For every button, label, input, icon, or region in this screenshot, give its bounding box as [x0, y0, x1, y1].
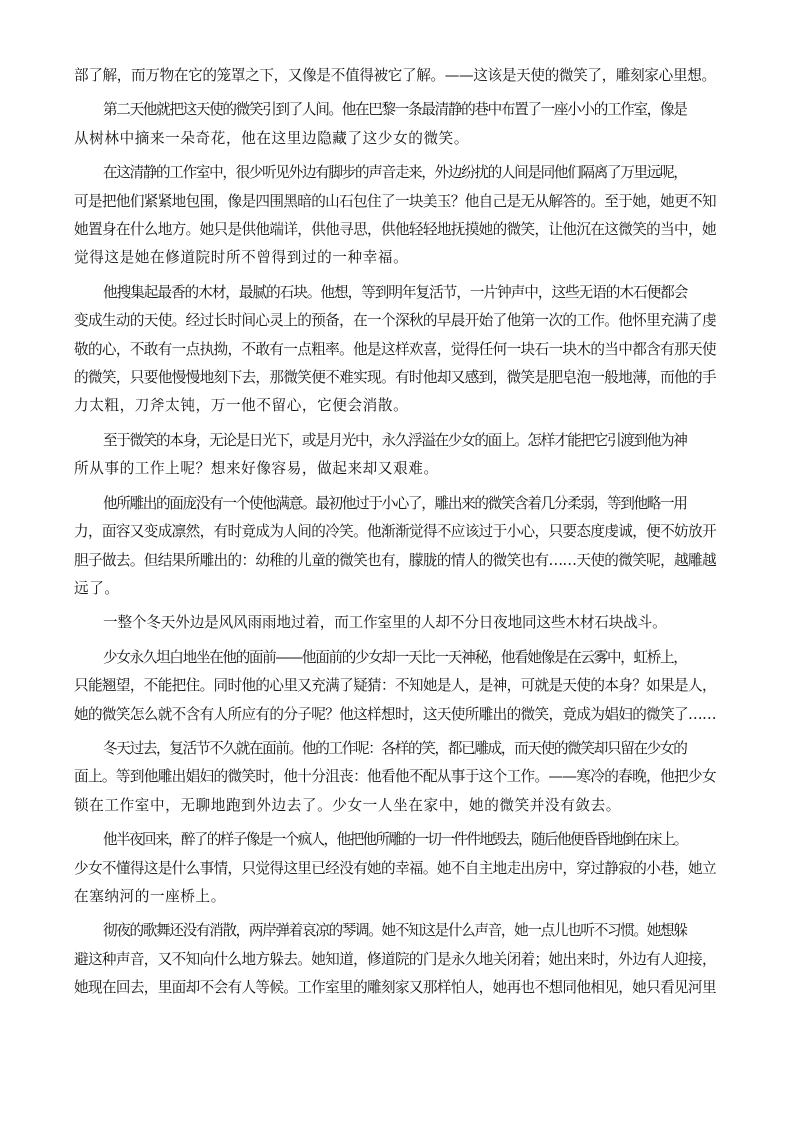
text-line: 远了。 [74, 579, 120, 597]
text-line: 她置身在什么地方。她只是供他端详，供他寻思，供他轻轻地抚摸她的微笑，让他沉在这微笑的当中，她 [74, 221, 716, 239]
paragraph [74, 490, 716, 604]
text-line: 少女不懂得这是什么事情，只觉得这里已经没有她的幸福。她不自主地走出房中，穿过静寂的小巷，她立 [74, 859, 716, 877]
text-line: 在塞纳河的一座桥上。 [74, 887, 226, 905]
text-line: 胆子做去。但结果所雕出的：幼稚的儿童的微笑也有，朦胧的情人的微笑也有……天使的微笑呢，越雕越 [74, 551, 716, 569]
text-line: 少女永久坦白地坐在他的面前——他面前的少女却一天比一天神秘，他看她像是在云雾中，虹桥上， [103, 648, 687, 666]
text-line: 锁在工作室中，无聊地跑到外边去了。少女一人坐在家中，她的微笑并没有敛去。 [74, 796, 621, 814]
text-line: 彻夜的歌舞还没有消散，两岸弹着哀凉的琴调。她不知这是什么声音，她一点儿也听不习惯。她想躲 [103, 922, 687, 940]
paragraph [74, 159, 716, 273]
paragraph [74, 609, 716, 637]
paragraph [74, 917, 716, 1002]
text-line: 力，面容又变成凛然，有时竟成为人间的冷笑。他渐渐觉得不应该过于小心，只要态度虔诚，便不妨放开 [74, 523, 716, 541]
text-line: 他半夜回来，醉了的样子像是一个疯人，他把他所雕的一切一件件地毁去，随后他便昏昏地倒在床上。 [103, 831, 687, 849]
text-line: 至于微笑的本身，无论是日光下，或是月光中，永久浮溢在少女的面上。怎样才能把它引渡到他为神 [103, 431, 687, 449]
paragraph [74, 735, 716, 820]
text-line: 敬的心，不敢有一点执拗，不敢有一点粗率。他是这样欢喜，觉得任何一块石一块木的当中都含有那天使 [74, 340, 716, 358]
paragraph [74, 62, 716, 90]
text-line: 所从事的工作上呢？想来好像容易，做起来却又艰难。 [74, 460, 439, 478]
paragraph [74, 644, 716, 729]
text-line: 她现在回去，里面却不会有人等候。工作室里的雕刻家又那样怕人，她再也不想同他相见，她只看见河里 [74, 979, 716, 997]
text-line: 力太粗，刀斧太钝，万一他不留心，它便会消散。 [74, 397, 409, 415]
text-line: 一整个冬天外边是风风雨雨地过着，而工作室里的人却不分日夜地同这些木材石块战斗。 [103, 614, 667, 632]
paragraph [74, 96, 716, 153]
text-line: 他搜集起最香的木材，最腻的石块。他想，等到明年复活节，一片钟声中，这些无语的木石便都会 [103, 283, 688, 301]
text-line: 他所雕出的面庞没有一个使他满意。最初他过于小心了，雕出来的微笑含着几分柔弱，等到他略一用 [103, 494, 687, 512]
paragraph [74, 427, 716, 484]
text-line: 的微笑，只要他慢慢地刻下去，那微笑便不难实现。有时他却又感到，微笑是肥皂泡一般地薄，而他的手 [74, 369, 716, 387]
text-line: 部了解，而万物在它的笼罩之下，又像是不值得被它了解。——这该是天使的微笑了，雕刻家心里想。 [74, 67, 716, 84]
paragraph [74, 826, 716, 911]
text-line: 从树林中摘来一朵奇花，他在这里边隐藏了这少女的微笑。 [74, 129, 470, 147]
text-line: 第二天他就把这天使的微笑引到了人间。他在巴黎一条最清静的巷中布置了一座小小的工作室，像是 [103, 101, 687, 119]
paragraph [74, 279, 716, 421]
text-line: 变成生动的天使。经过长时间心灵上的预备，在一个深秋的早晨开始了他第一次的工作。他怀里充满了虔 [74, 312, 716, 330]
text-line: 在这清静的工作室中，很少听见外边有脚步的声音走来，外边纷扰的人间是同他们隔离了万里远呢， [103, 164, 687, 182]
text-line: 避这种声音，又不知向什么地方躲去。她知道，修道院的门是永久地关闭着；她出来时，外边有人迎接， [74, 950, 716, 968]
text-line: 可是把他们紧紧地包围，像是四围黑暗的山石包住了一块美玉？他自己是无从解答的。至于她，她更不知 [74, 192, 716, 210]
text-line: 冬天过去，复活节不久就在面前。他的工作呢：各样的笑，都已雕成，而天使的微笑却只留在少女的 [103, 739, 687, 757]
text-line: 面上。等到他雕出娼妇的微笑时，他十分沮丧：他看他不配从事于这个工作。——寒冷的春晚，他把少女 [74, 768, 716, 786]
text-line: 她的微笑怎么就不含有人所应有的分子呢？他这样想时，这天使所雕出的微笑，竟成为娼妇的微笑了…… [74, 705, 716, 723]
text-line: 觉得这是她在修道院时所不曾得到过的一种幸福。 [74, 249, 409, 267]
text-line: 只能翘望，不能把住。同时他的心里又充满了疑猜：不知她是人，是神，可就是天使的本身？如果是人， [74, 677, 716, 695]
